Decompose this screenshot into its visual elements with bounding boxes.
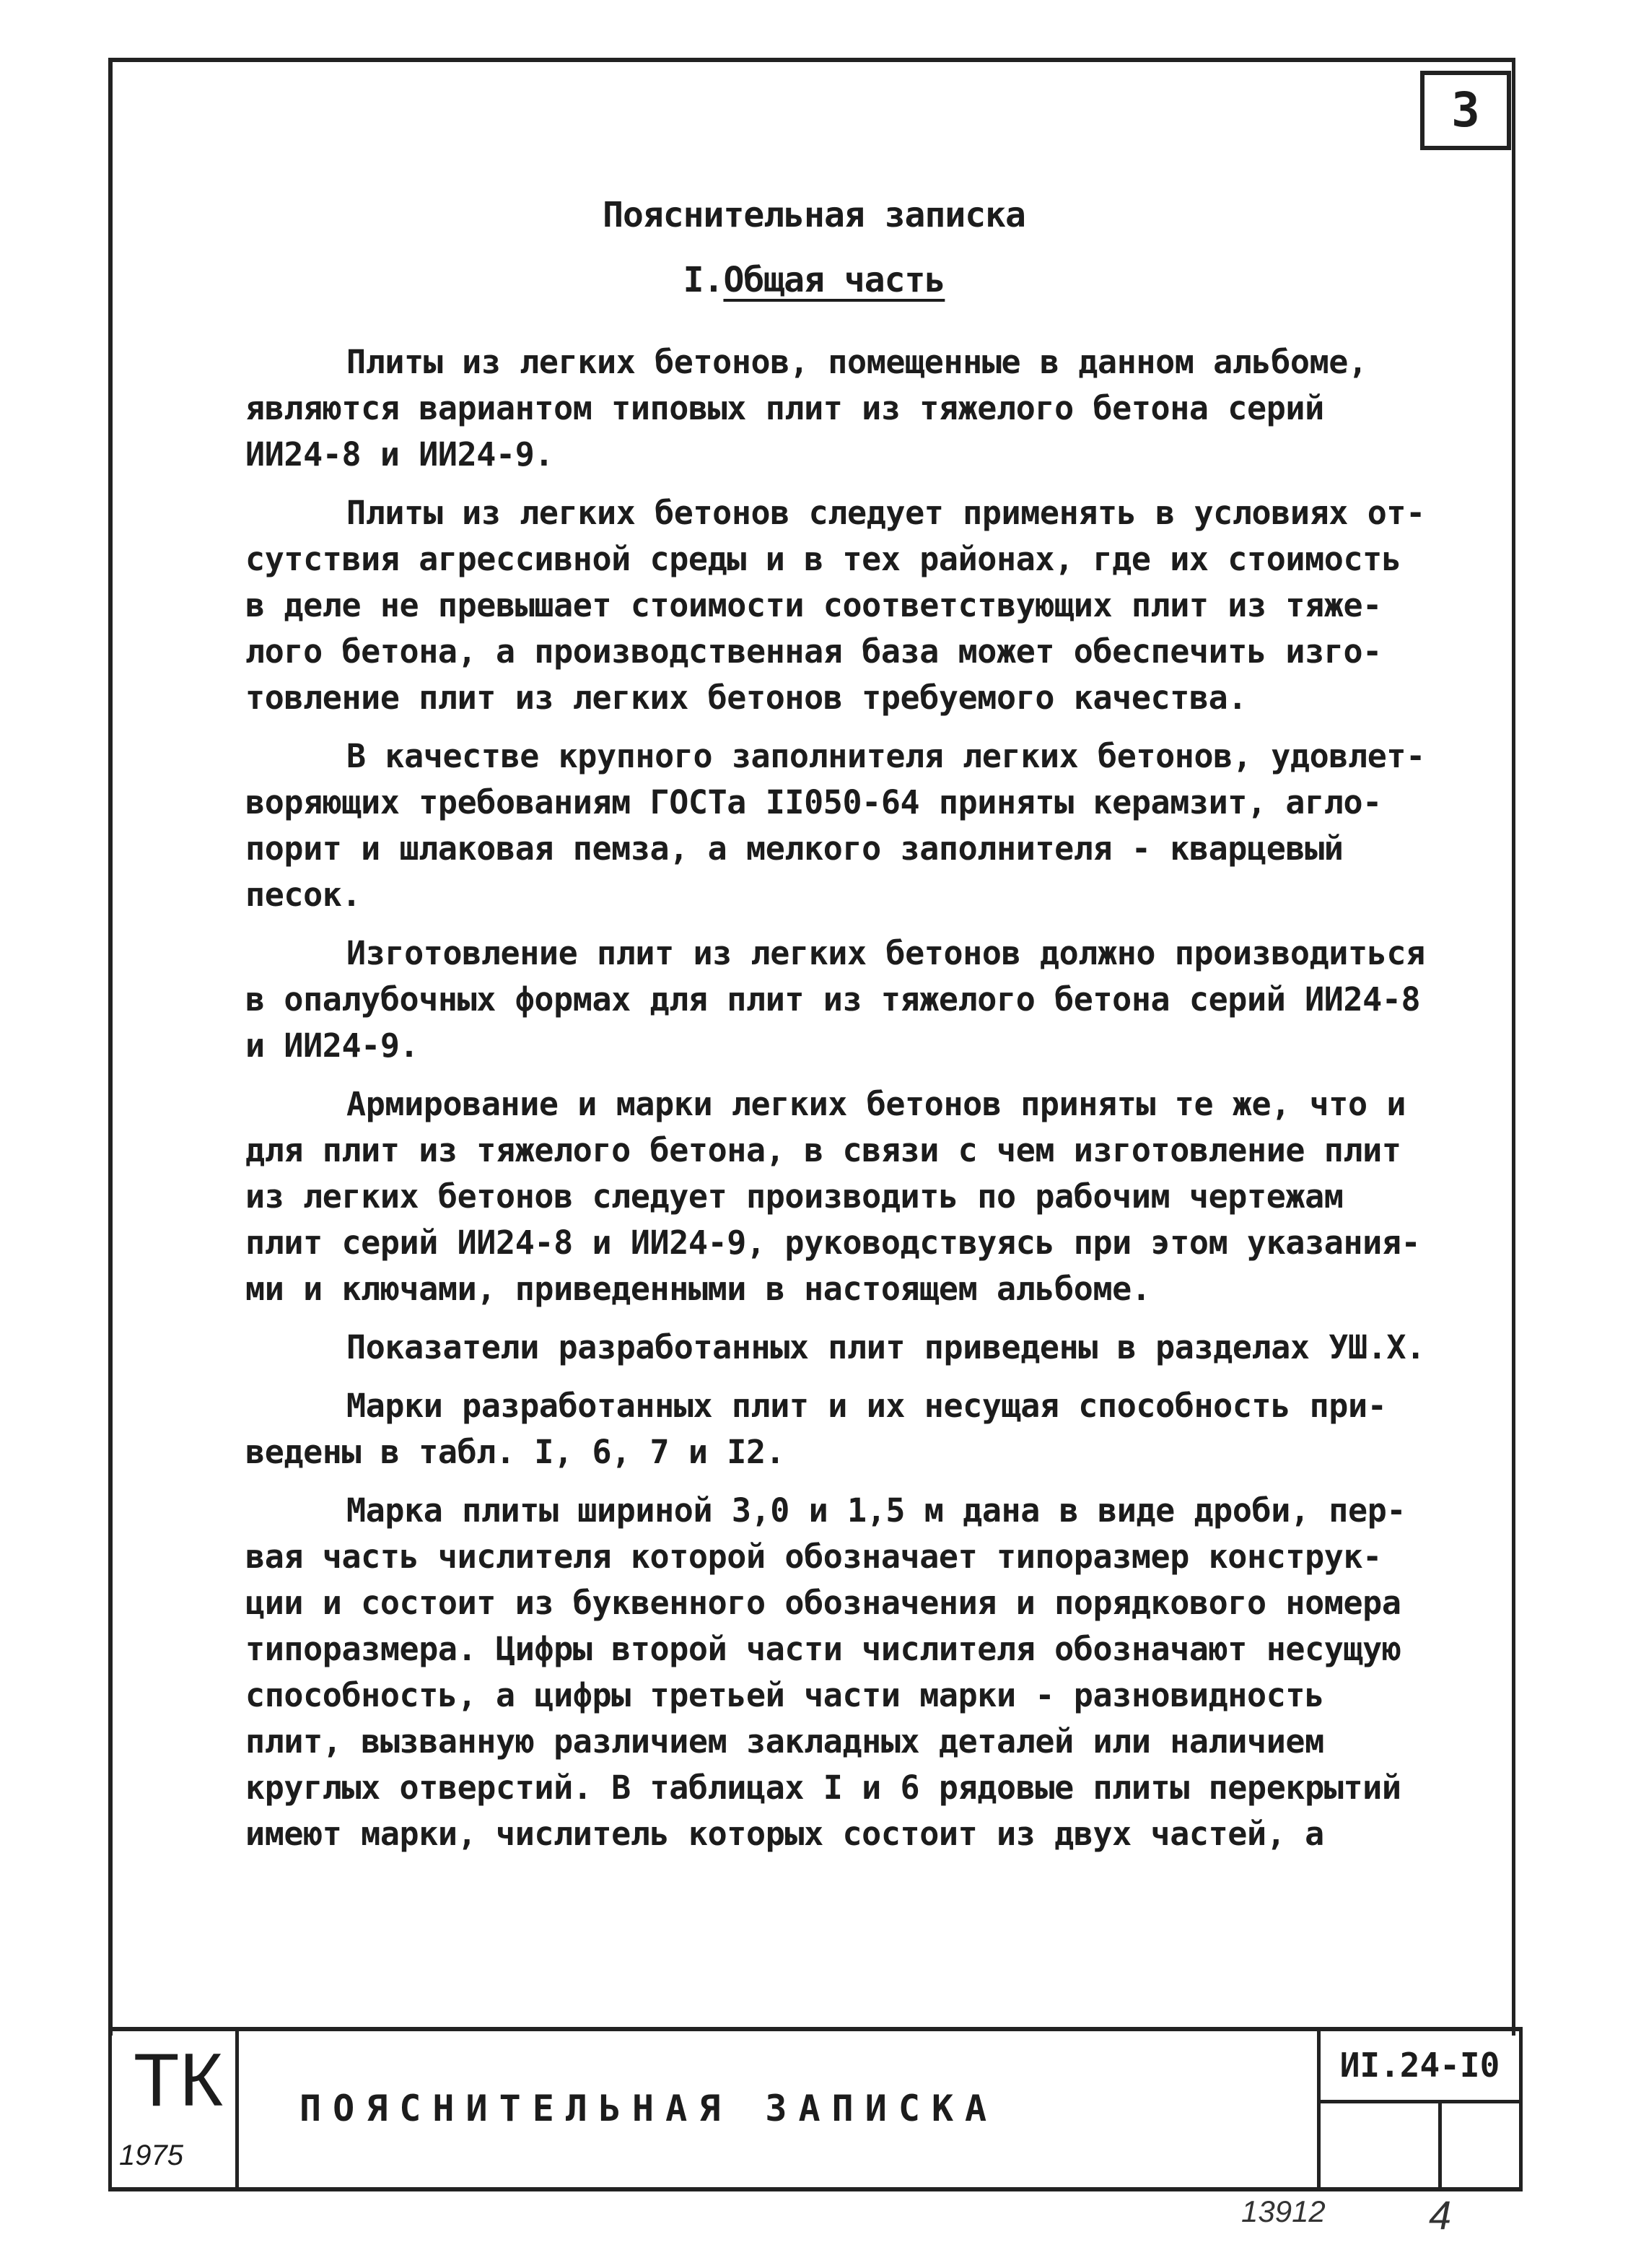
text-line: воряющих требованиям ГОСТа II050-64 приняты керамзит, агло-: [245, 783, 1382, 821]
empty-cell: [1321, 2103, 1442, 2190]
paragraph: [245, 339, 1494, 478]
text-line: В качестве крупного заполнителя легких бетонов, удовлет-: [346, 737, 1425, 775]
text-line: из легких бетонов следует производить по рабочим чертежам: [245, 1177, 1344, 1216]
stamp-year: 1975: [119, 2140, 183, 2171]
text-line: Марки разработанных плит и их несущая способность при-: [346, 1387, 1387, 1425]
text-line: плит, вызванную различием закладных деталей или наличием: [245, 1722, 1324, 1761]
stamp-tk: ТК: [134, 2038, 224, 2122]
text-line: порит и шлаковая пемза, а мелкого заполнителя - кварцевый: [245, 829, 1344, 868]
paragraph: [245, 490, 1494, 721]
document-title: Пояснительная записка: [603, 195, 1025, 235]
section-number: I.: [683, 260, 724, 300]
text-line: Плиты из легких бетонов, помещенные в данном альбоме,: [346, 343, 1367, 381]
paragraph: [245, 1383, 1494, 1475]
text-line: Марка плиты шириной 3,0 и 1,5 м дана в виде дроби, пер-: [346, 1491, 1406, 1530]
text-line: имеют марки, числитель которых состоит из двух частей, а: [245, 1815, 1324, 1853]
paragraph: [245, 1081, 1494, 1312]
text-line: для плит из тяжелого бетона, в связи с чем изготовление плит: [245, 1131, 1401, 1169]
paragraph: [245, 733, 1494, 918]
text-line: песок.: [245, 876, 362, 914]
body-text: [245, 339, 1494, 1870]
text-line: в деле не превышает стоимости соответствующих плит из тяже-: [245, 586, 1382, 624]
page-number: 3: [1420, 71, 1511, 150]
section-heading: [0, 260, 1628, 300]
series-code: ИI.24-I0: [1321, 2031, 1519, 2103]
text-line: сутствия агрессивной среды и в тех районах, где их стоимость: [245, 540, 1401, 578]
text-line: товление плит из легких бетонов требуемого качества.: [245, 679, 1247, 717]
text-line: Показатели разработанных плит приведены в разделах УШ.Х.: [346, 1328, 1425, 1366]
text-line: ции и состоит из буквенного обозначения и порядкового номера: [245, 1584, 1401, 1622]
stamp-cell: [112, 2031, 239, 2187]
title-block-title: ПОЯСНИТЕЛЬНАЯ ЗАПИСКА: [299, 2088, 999, 2129]
text-line: ми и ключами, приведенными в настоящем альбоме.: [245, 1270, 1151, 1308]
text-line: Плиты из легких бетонов следует применять в условиях от-: [346, 494, 1425, 532]
text-line: вая часть числителя которой обозначает типоразмер конструк-: [245, 1538, 1382, 1576]
paragraph: [245, 1325, 1494, 1371]
text-line: плит серий ИИ24-8 и ИИ24-9, руководствуясь при этом указания-: [245, 1224, 1421, 1262]
text-line: Армирование и марки легких бетонов приняты те же, что и: [346, 1085, 1406, 1123]
text-line: ИИ24-8 и ИИ24-9.: [245, 435, 554, 474]
text-line: способность, а цифры третьей части марки - разновидность: [245, 1676, 1324, 1714]
text-line: лого бетона, а производственная база может обеспечить изго-: [245, 632, 1382, 671]
inventory-number: 13912: [1241, 2194, 1326, 2228]
title-block: [108, 2027, 1523, 2191]
section-title: Общая часть: [723, 260, 945, 300]
text-line: круглых отверстий. В таблицах I и 6 рядовые плиты перекрытий: [245, 1768, 1401, 1807]
text-line: ведены в табл. I, 6, 7 и I2.: [245, 1433, 785, 1471]
paragraph: [245, 1488, 1494, 1857]
text-line: типоразмера. Цифры второй части числителя обозначают несущую: [245, 1630, 1401, 1668]
paragraph: [245, 930, 1494, 1069]
code-cell: [1317, 2031, 1519, 2187]
text-line: и ИИ24-9.: [245, 1026, 419, 1065]
text-line: Изготовление плит из легких бетонов должно производиться: [346, 934, 1425, 972]
text-line: являются вариантом типовых плит из тяжелого бетона серий: [245, 389, 1324, 427]
text-line: в опалубочных формах для плит из тяжелого бетона серий ИИ24-8: [245, 980, 1421, 1019]
sheet-mark: 4: [1429, 2192, 1452, 2238]
